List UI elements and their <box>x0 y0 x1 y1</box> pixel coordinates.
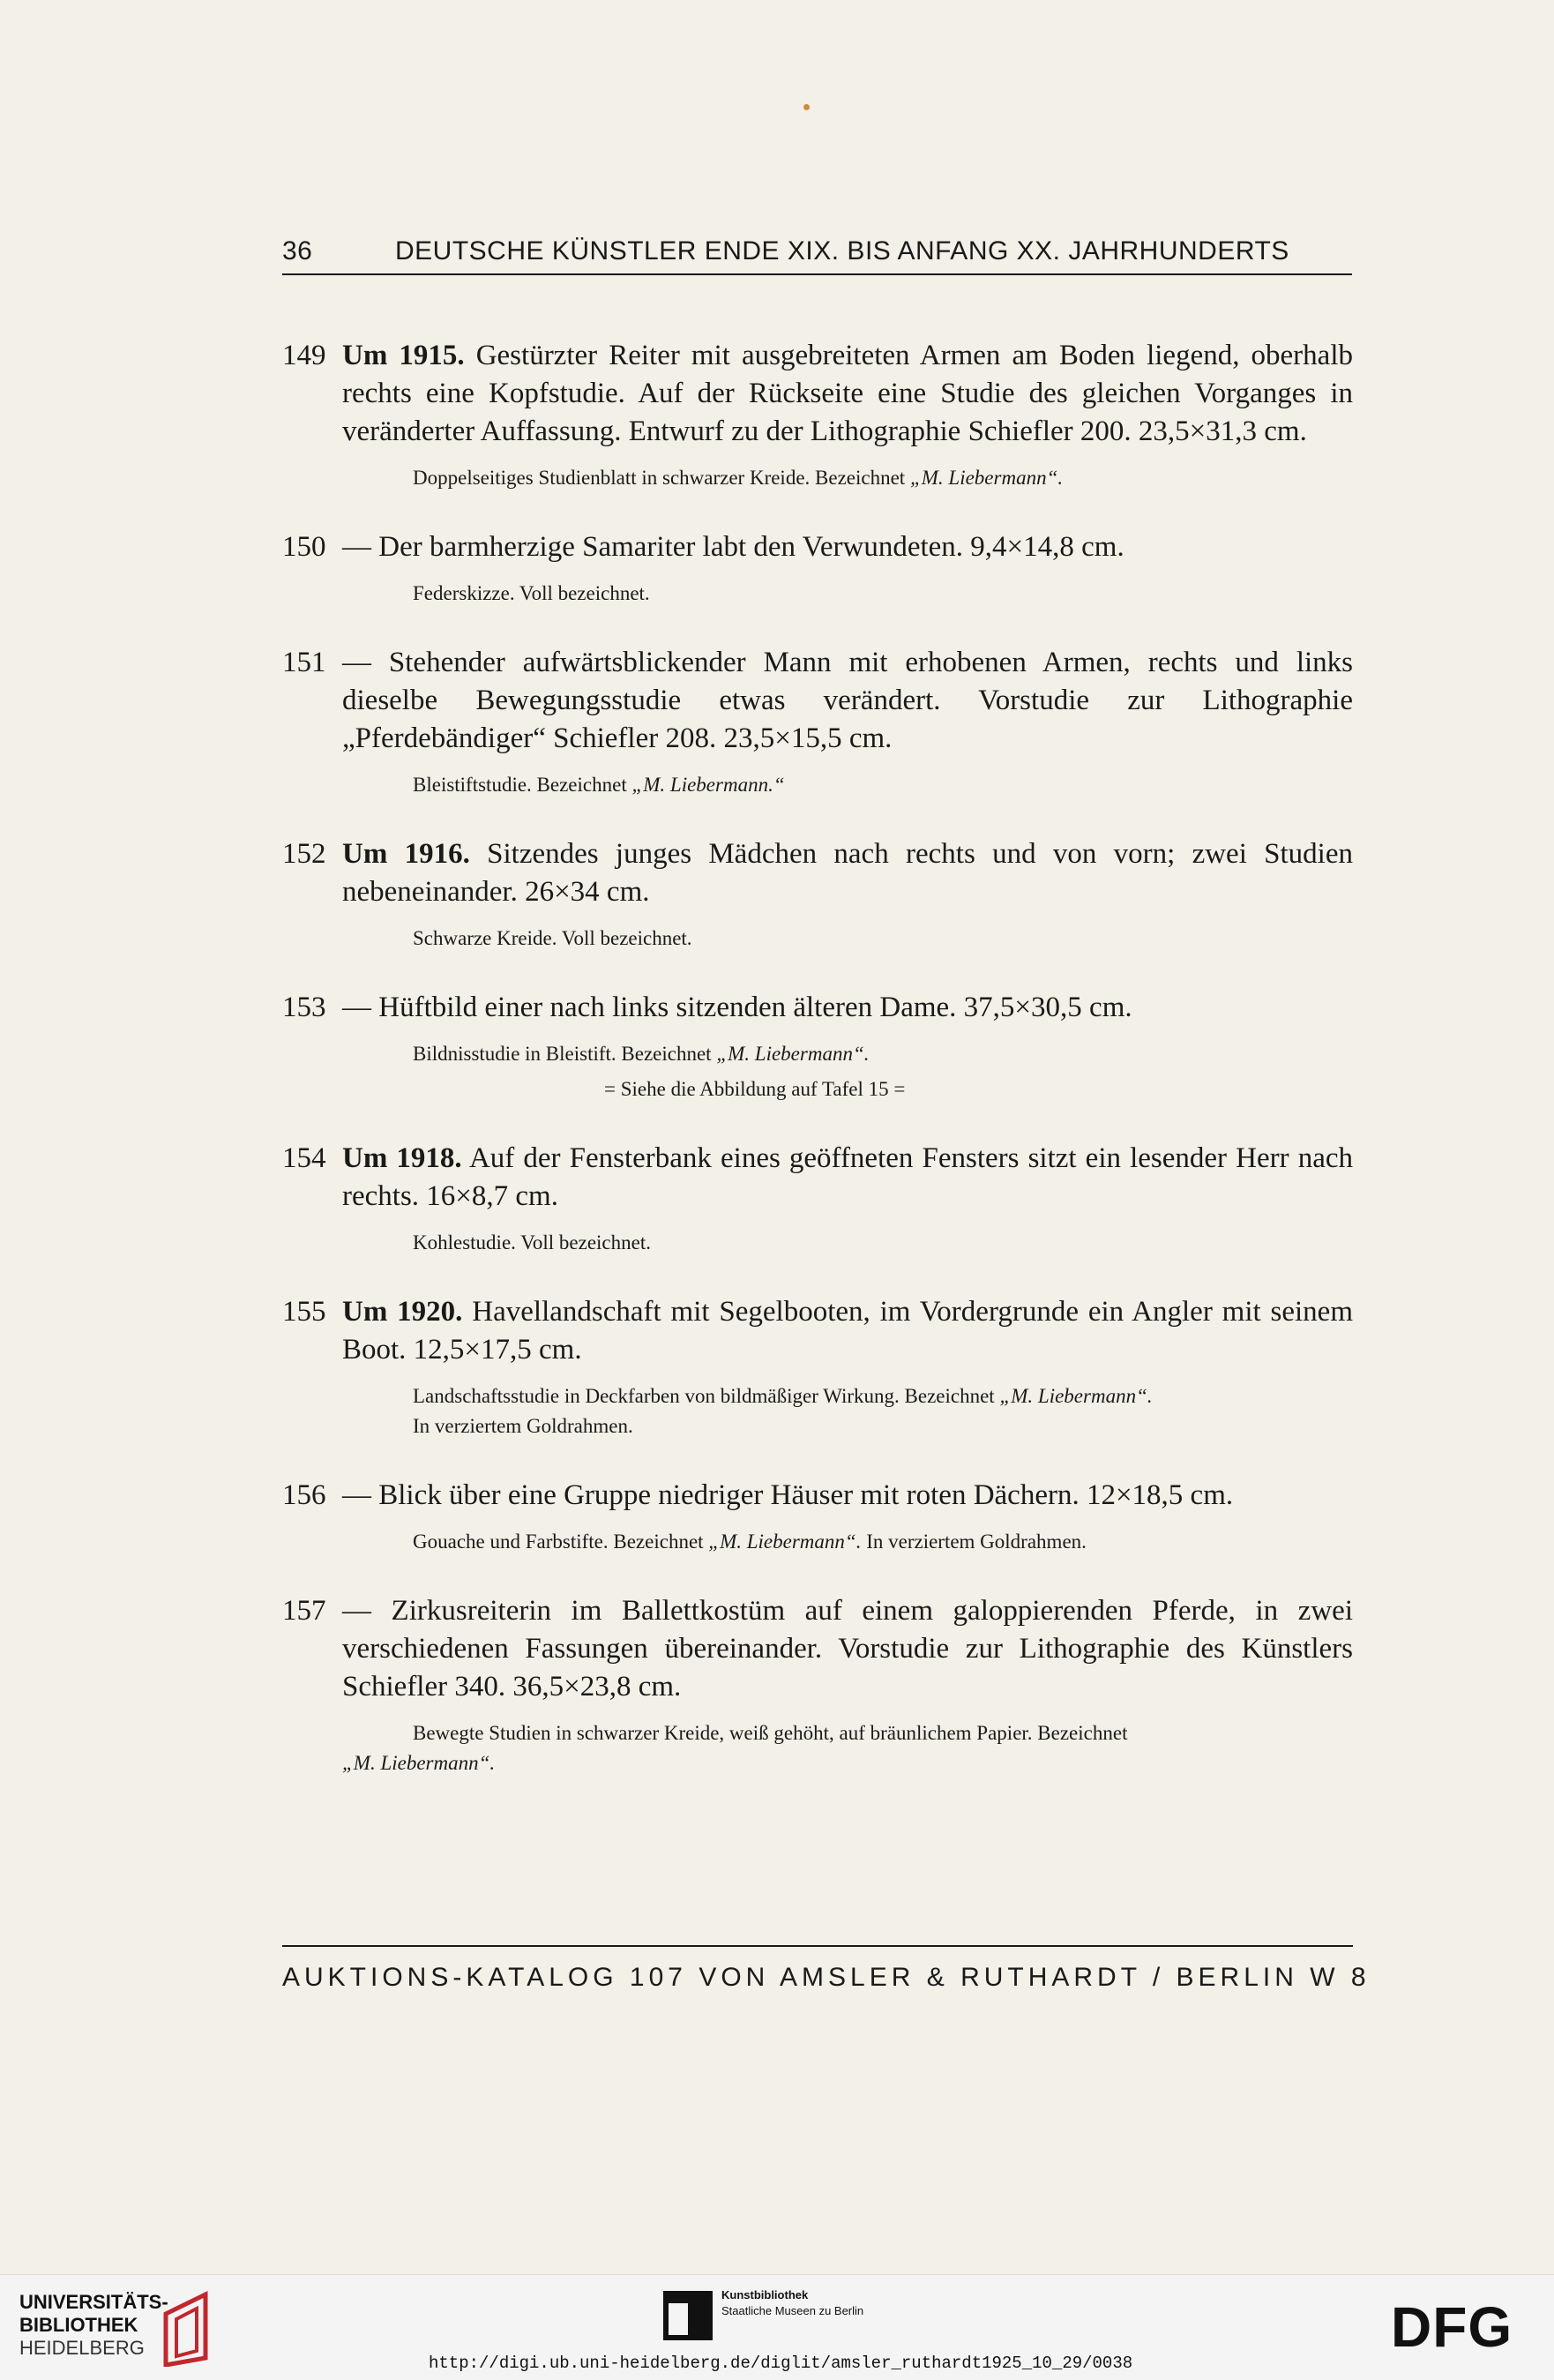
source-url[interactable]: http://digi.ub.uni-heidelberg.de/diglit/amsler_ruthardt1925_10_29/0038 <box>429 2354 1133 2373</box>
entry-number: 149 <box>282 340 326 371</box>
running-header <box>282 233 1352 275</box>
entry-description: — Stehender aufwärtsblickender Mann mit erhobenen Armen, rechts und links dieselbe Bewegungsstudie etwas verändert. Vorstudie zur Lithographie „Pferdebändiger“ Schiefler 208. 23,5×15,5 cm. <box>342 647 1353 754</box>
page-number: 36 <box>282 236 313 266</box>
paper-speck <box>803 104 810 110</box>
entry-description: — Hüftbild einer nach links sitzenden älteren Dame. 37,5×30,5 cm. <box>342 992 1132 1023</box>
catalog-entry <box>282 1477 1353 1557</box>
entry-note: Landschaftsstudie in Deckfarben von bildmäßiger Wirkung. Bezeichnet „M. Liebermann“. In verziertem Goldrahmen. <box>413 1385 1153 1437</box>
signature: „M. Liebermann.“ <box>631 774 785 796</box>
entry-number: 150 <box>282 531 326 563</box>
entry-note: Schwarze Kreide. Voll bezeichnet. <box>413 927 692 949</box>
entry-description: Um 1915. Gestürzter Reiter mit ausgebreiteten Armen am Boden liegend, oberhalb rechts eine Kopfstudie. Auf der Rückseite eine Studie des gleichen Vorganges in veränderter Auffassung. Entwurf zu der Lithographie Schiefler 200. 23,5×31,3 cm. <box>342 340 1353 447</box>
entry-description: — Blick über eine Gruppe niedriger Häuser mit roten Dächern. 12×18,5 cm. <box>342 1479 1234 1511</box>
entry-date: Um 1918. <box>342 1142 462 1174</box>
catalog-entry <box>282 1140 1353 1258</box>
signature: „M. Liebermann“. <box>909 467 1064 489</box>
catalog-entry <box>282 1293 1353 1441</box>
entry-number: 153 <box>282 992 326 1023</box>
entry-description: — Zirkusreiterin im Ballettkostüm auf einem galoppierenden Pferde, in zwei verschiedenen Fassungen übereinander. Vorstudie zur Lithographie des Künstlers Schiefler 340. 36,5×23,8 cm. <box>342 1595 1353 1703</box>
signature: „M. Liebermann“. <box>708 1531 862 1553</box>
entry-note: Gouache und Farbstifte. Bezeichnet „M. Liebermann“. In verziertem Goldrahmen. <box>413 1531 1087 1553</box>
entry-date: Um 1920. <box>342 1296 463 1328</box>
kunstbibliothek-text: Kunstbibliothek Staatliche Museen zu Berlin <box>721 2288 864 2317</box>
entry-note: Doppelseitiges Studienblatt in schwarzer Kreide. Bezeichnet „M. Liebermann“. <box>413 467 1064 489</box>
entry-note: Federskizze. Voll bezeichnet. <box>413 582 650 604</box>
entry-note: Kohlestudie. Voll bezeichnet. <box>413 1231 651 1254</box>
catalog-entry <box>282 528 1353 609</box>
entry-note: Bewegte Studien in schwarzer Kreide, weiß gehöht, auf bräunlichem Papier. Bezeichnet <box>413 1722 1128 1744</box>
entry-number: 154 <box>282 1142 326 1174</box>
university-library-logo-text: UNIVERSITÄTS- BIBLIOTHEK HEIDELBERG <box>19 2291 168 2359</box>
entry-number: 152 <box>282 838 326 870</box>
catalog-entries <box>282 337 1353 1814</box>
entry-description: Um 1918. Auf der Fensterbank eines geöffneten Fensters sitzt ein lesender Herr nach rechts. 16×8,7 cm. <box>342 1142 1353 1212</box>
catalog-footer: AUKTIONS-KATALOG 107 VON AMSLER & RUTHARDT / BERLIN W 8 <box>282 1963 1371 1992</box>
catalog-entry <box>282 337 1353 493</box>
entry-description: Um 1916. Sitzendes junges Mädchen nach rechts und von vorn; zwei Studien nebeneinander. 26×34 cm. <box>342 838 1353 908</box>
footer-rule <box>282 1945 1353 1947</box>
entry-number: 157 <box>282 1595 326 1627</box>
signature: „M. Liebermann“. <box>342 1752 496 1774</box>
entry-note-continued <box>342 1748 1353 1778</box>
kunstbibliothek-logo-icon <box>663 2291 713 2340</box>
digitization-strip <box>0 2274 1554 2380</box>
entry-number: 151 <box>282 647 326 678</box>
entry-description: — Der barmherzige Samariter labt den Verwundeten. 9,4×14,8 cm. <box>342 531 1124 563</box>
library-logo-icon <box>157 2287 219 2367</box>
entry-number: 155 <box>282 1296 326 1328</box>
signature: „M. Liebermann“. <box>716 1043 870 1065</box>
running-title: DEUTSCHE KÜNSTLER ENDE XIX. BIS ANFANG XX. JAHRHUNDERTS <box>395 236 1289 266</box>
entry-description: Um 1920. Havellandschaft mit Segelbooten, im Vordergrunde ein Angler mit seinem Boot. 12,5×17,5 cm. <box>342 1296 1353 1366</box>
entry-note: Bildnisstudie in Bleistift. Bezeichnet „M. Liebermann“. <box>413 1043 870 1065</box>
plate-reference: = Siehe die Abbildung auf Tafel 15 = <box>604 1078 906 1100</box>
entry-note: Bleistiftstudie. Bezeichnet „M. Liebermann.“ <box>413 774 785 796</box>
entry-date: Um 1915. <box>342 340 465 371</box>
entry-date: Um 1916. <box>342 838 470 870</box>
signature: „M. Liebermann“. <box>999 1385 1153 1407</box>
catalog-entry <box>282 1592 1353 1778</box>
catalog-entry <box>282 644 1353 800</box>
dfg-logo: DFG <box>1391 2295 1513 2359</box>
entry-number: 156 <box>282 1479 326 1511</box>
catalog-entry <box>282 989 1353 1104</box>
catalog-entry <box>282 835 1353 954</box>
